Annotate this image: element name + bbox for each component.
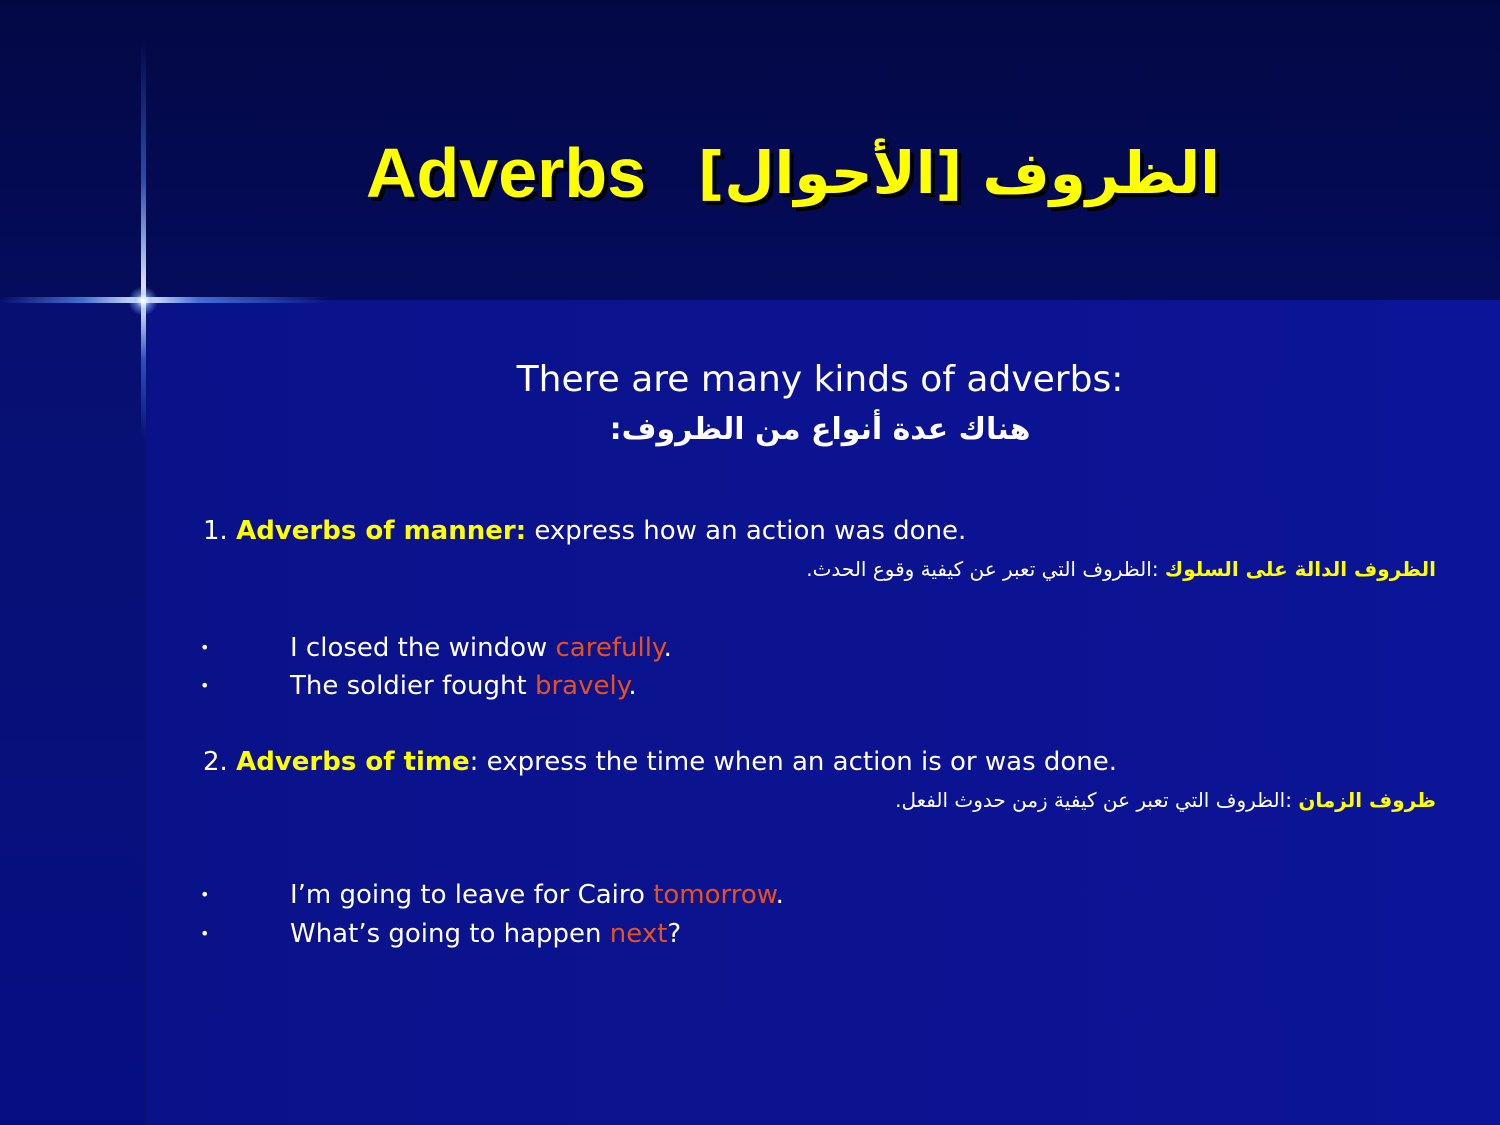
example-before: I closed the window: [290, 633, 556, 663]
example-sentence: [290, 630, 672, 666]
section-keyword: Adverbs of time: [236, 747, 470, 777]
light-flare-core: [128, 286, 158, 316]
section-time-arabic: [236, 785, 1436, 815]
example-sentence: [290, 668, 637, 704]
bullet-icon: •: [200, 638, 210, 657]
section-description: express how an action was done.: [526, 516, 967, 546]
example-before: I’m going to leave for Cairo: [290, 880, 654, 910]
example-after: ?: [667, 919, 682, 949]
light-flare-horizontal: [0, 297, 330, 303]
example-adverb: carefully: [555, 633, 664, 663]
example-after: .: [775, 880, 784, 910]
bullet-icon: •: [200, 676, 210, 695]
section-number: 2.: [203, 747, 228, 777]
intro: [140, 355, 1500, 455]
section-arabic-keyword: الظروف الدالة على السلوك: [1164, 557, 1436, 581]
example-before: What’s going to happen: [290, 919, 610, 949]
section-number: 1.: [203, 516, 228, 546]
intro-english: There are many kinds of adverbs:: [516, 359, 1124, 400]
intro-arabic: هناك عدة أنواع من الظروف:: [609, 412, 1031, 447]
bullet-icon: •: [200, 885, 210, 904]
section-keyword: Adverbs of manner:: [236, 516, 527, 546]
section-manner-definition: [203, 514, 966, 548]
example-after: .: [628, 671, 637, 701]
example-adverb: tomorrow: [653, 880, 776, 910]
section-arabic-description: :الظروف التي تعبر عن كيفية وقوع الحدث.: [806, 557, 1159, 581]
section-time-definition: [203, 745, 1117, 779]
example-sentence: [290, 877, 784, 913]
example-after: .: [663, 633, 672, 663]
section-manner-arabic: [236, 554, 1436, 584]
example-sentence: [290, 916, 681, 952]
bullet-icon: •: [200, 924, 210, 943]
example-before: The soldier fought: [290, 671, 535, 701]
title-arabic: الظروف [الأحوال]: [697, 139, 1220, 207]
slide-title: [0, 128, 1500, 218]
section-description: : express the time when an action is or was done.: [469, 747, 1118, 777]
example-adverb: next: [609, 919, 668, 949]
title-english: Adverbs: [366, 134, 647, 212]
section-arabic-keyword: ظروف الزمان: [1298, 788, 1436, 812]
left-decor-strip: [0, 300, 143, 1125]
section-arabic-description: :الظروف التي تعبر عن كيفية زمن حدوث الفعل.: [895, 788, 1299, 812]
example-adverb: bravely: [534, 671, 629, 701]
